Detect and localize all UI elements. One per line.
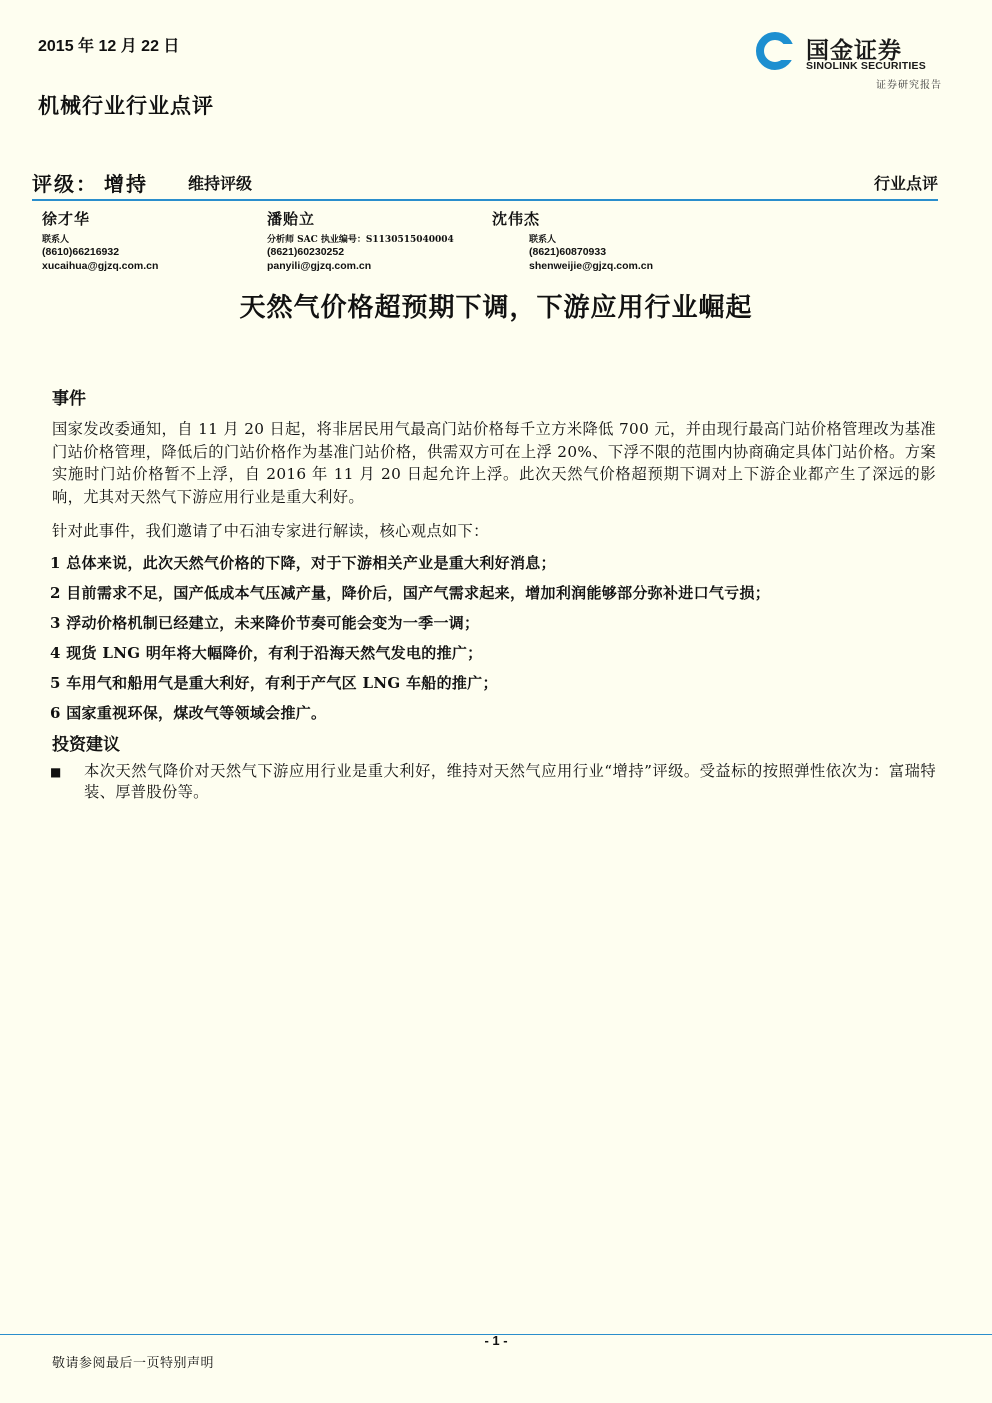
rating-value: 增持 [104,172,148,196]
analyst-email[interactable]: xucaihua@gjzq.com.cn [42,260,159,272]
rating-bar [32,168,938,194]
square-bullet-icon: ■ [50,765,62,779]
section-heading-event: 事件 [52,389,86,409]
analyst-card [42,208,158,273]
key-point: 1 总体来说，此次天然气价格的下降，对于下游相关产业是重大利好消息； [50,554,556,572]
analyst-role: 分析师 SAC 执业编号：S1130515040004 [267,235,454,245]
event-paragraph: 国家发改委通知，自 11 月 20 日起，将非居民用气最高门站价格每千立方米降低 700 元，并由现行最高门站价格管理改为基准门站价格管理，降低后的门站价格作为基准门站价格，供需双方可在上浮 20%、下浮不限的范围内协商确定具体门站价格。方案实施时门站价格暂不上浮，自 2016 年 11 月 20 日起允许上浮。此次天然气价格超预期下调对上下游企业都产生了深远的影响，尤其对天然气下游应用行业是重大利好。 [52,420,936,506]
analyst-phone: (8610)66216932 [42,246,120,258]
header-divider [32,199,938,201]
rating-label: 评级： [32,172,98,196]
report-type: 行业点评 [873,174,938,193]
rating-action: 维持评级 [188,174,253,193]
company-logo [752,30,944,92]
analyst-role: 联系人 [42,235,70,245]
key-point: 4 现货 LNG 明年将大幅降价，有利于沿海天然气发电的推广； [50,644,483,662]
analyst-email[interactable]: shenweijie@gjzq.com.cn [529,260,654,272]
page-number: - 1 - [484,1333,508,1348]
analyst-card [492,208,653,273]
event-intro: 针对此事件，我们邀请了中石油专家进行解读，核心观点如下： [52,522,489,540]
key-point: 5 车用气和船用气是重大利好，有利于产气区 LNG 车船的推广； [50,674,498,692]
report-title: 天然气价格超预期下调，下游应用行业崛起 [239,293,753,323]
analyst-name: 徐才华 [42,210,91,228]
analyst-email[interactable]: panyili@gjzq.com.cn [267,260,372,272]
logo-subtitle: 证券研究报告 [876,80,942,91]
analyst-phone: (8621)60230252 [267,246,345,258]
industry-name: 机械行业行业点评 [38,93,214,118]
key-point: 2 目前需求不足，国产低成本气压减产量，降价后，国产气需求起来，增加利润能够部分弥补进口气亏损； [50,584,771,602]
logo-name-en: SINOLINK SECURITIES [806,60,926,72]
section-heading-investment: 投资建议 [52,735,120,755]
disclaimer-note: 敬请参阅最后一页特别声明 [52,1356,215,1371]
key-point: 6 国家重视环保，煤改气等领域会推广。 [50,704,327,722]
investment-bullet: 本次天然气降价对天然气下游应用行业是重大利好，维持对天然气应用行业“增持”评级。受益标的按照弹性依次为：富瑞特装、厚普股份等。 [84,762,936,801]
logo-name-cn: 国金证券 [806,38,902,64]
analyst-role: 联系人 [529,235,557,245]
analyst-name: 潘贻立 [267,210,316,228]
analyst-name: 沈伟杰 [492,210,541,228]
analyst-card [267,208,454,273]
key-point: 3 浮动价格机制已经建立，未来降价节奏可能会变为一季一调； [50,614,480,632]
report-date: 2015 年 12 月 22 日 [38,38,180,55]
analyst-phone: (8621)60870933 [529,246,607,258]
